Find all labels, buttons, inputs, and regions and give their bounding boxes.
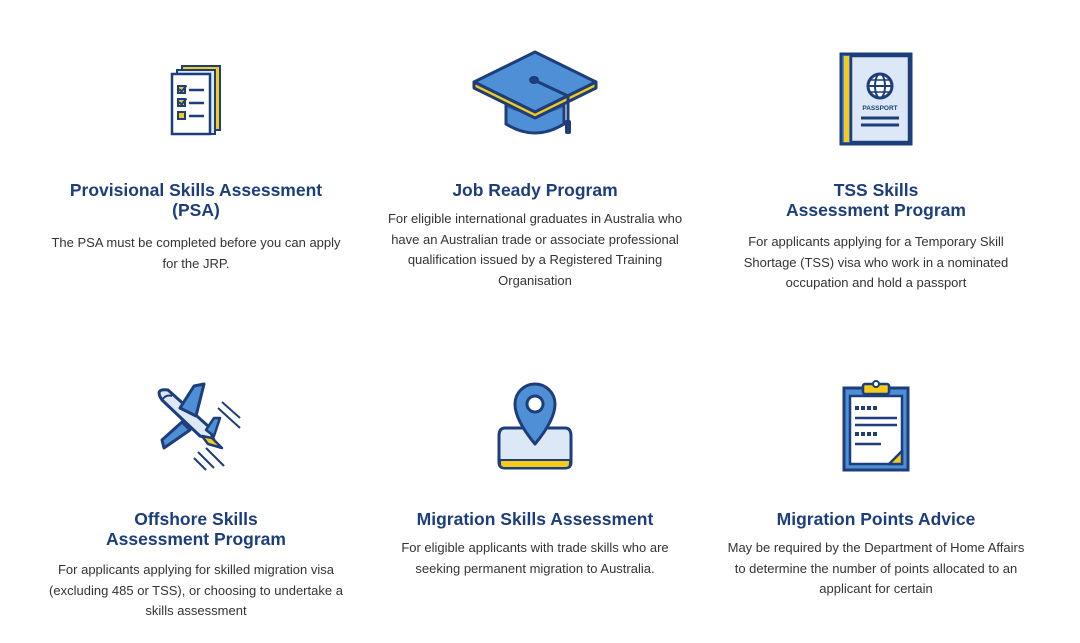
card-description: For eligible applicants with trade skills who are seeking permanent migration to Australia. [401, 540, 669, 576]
card-title[interactable]: Offshore Skills Assessment Program [106, 509, 286, 549]
card-description: For applicants applying for skilled migration visa (excluding 485 or TSS), or choosing to undertake a skills assessment [49, 562, 343, 618]
card-title[interactable]: Provisional Skills Assessment (PSA) [69, 180, 323, 220]
service-card-offshore[interactable] [26, 0, 366, 640]
location-pin-icon [365, 380, 705, 472]
service-card-migration-skills[interactable] [365, 0, 705, 640]
card-description: The PSA must be completed before you can apply for the JRP. [51, 235, 341, 271]
card-description: May be required by the Department of Home Affairs to determine the number of points allocated to an applicant for certain [727, 540, 1025, 596]
card-title[interactable]: Migration Skills Assessment [416, 509, 654, 529]
card-title[interactable]: TSS Skills Assessment Program [786, 180, 966, 220]
card-title[interactable]: Job Ready Program [452, 180, 618, 200]
passport-label: PASSPORT [862, 105, 898, 112]
airplane-icon [26, 378, 366, 472]
card-description: For applicants applying for a Temporary Skill Shortage (TSS) visa who work in a nominated occupation and hold a passport [743, 234, 1009, 290]
card-title[interactable]: Migration Points Advice [776, 509, 976, 529]
clipboard-icon [706, 380, 1046, 472]
service-card-points-advice[interactable] [706, 0, 1046, 640]
card-description: For eligible international graduates in Australia who have an Australian trade or associate professional qualification issued by a Registered Training Organisation [387, 211, 683, 288]
